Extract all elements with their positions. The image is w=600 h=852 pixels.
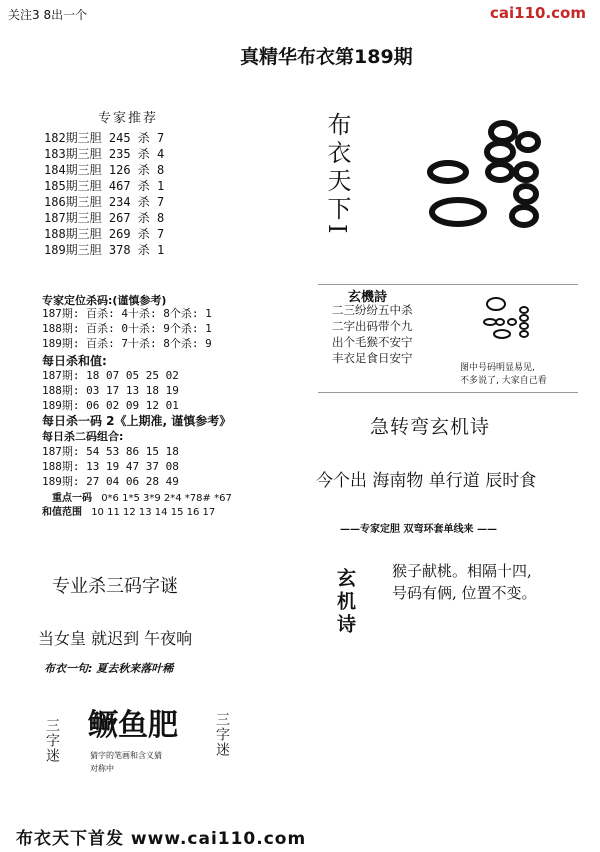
sum-range [42,503,215,518]
expert-row: 187期三胆 267 杀 8 [44,211,165,225]
expert-row: 185期三胆 467 杀 1 [44,179,165,193]
position-kill-row: 189期: 百杀: 7十杀: 8个杀: 9 [42,337,212,350]
stone-7 [516,186,536,202]
daily-sum-list [42,368,179,413]
mini-stone-6 [508,319,516,325]
sharp-turn-line: 今个出 海南物 单行道 辰时食 [316,471,537,491]
monkey-line-1: 猴子献桃。相隔十四, [392,562,532,580]
mini-stone-9 [520,331,528,337]
stone-3 [518,134,538,150]
poem-top-rule [318,284,578,285]
stone-2 [487,143,513,161]
mini-stone-4 [484,319,496,325]
sum-range-values: 10 11 12 13 14 15 16 17 [91,507,216,518]
position-kill-row: 188期: 百杀: 0十杀: 9个杀: 1 [42,322,212,335]
mini-stone-5 [496,319,504,325]
daily-sum-row: 188期: 03 17 13 18 19 [42,384,179,397]
poem-bottom-rule [318,392,578,393]
daily-pair-heading: 每日杀二码组合: [42,430,124,443]
stone-6 [516,164,536,180]
follow-note: 关注3 8出一个 [8,8,88,22]
mini-stone-2 [520,307,528,313]
mini-stone-3 [520,315,528,321]
daily-pair-row: 188期: 13 19 47 37 08 [42,460,179,473]
xuanji-line: 二三纷纷五中杀 [332,303,413,317]
expert-row: 184期三胆 126 杀 8 [44,163,165,177]
stone-8 [432,200,484,224]
key-point-values: 0*6 1*5 3*9 2*4 *78# *67 [101,493,232,504]
three-riddle-right: 三字迷 [214,712,230,757]
buyi-title: 布衣天下I [323,112,351,238]
expert-row: 182期三胆 245 杀 7 [44,131,165,145]
buyi-saying: 布衣一句: 夏去秋来落叶稀 [44,662,174,675]
expert-row: 186期三胆 234 杀 7 [44,195,165,209]
stone-1 [491,123,515,141]
sharp-turn-title: 急转弯玄机诗 [370,416,491,438]
xuanji-line: 丰衣足食日安宁 [332,351,413,365]
monkey-line-2: 号码有俩, 位置不变。 [392,584,537,602]
position-kill-row: 187期: 百杀: 4十杀: 8个杀: 1 [42,307,212,320]
xuanji-line: 二字出码带个九 [332,319,413,333]
expert-row: 189期三胆 378 杀 1 [44,243,165,257]
daily-pair-row: 189期: 27 04 06 28 49 [42,475,179,488]
stones-illustration [418,120,543,230]
mini-stone-8 [494,330,510,338]
xuanji-vertical: 玄机诗 [334,568,356,637]
expert-heading: 专家推荐 [98,111,159,126]
three-riddle-hint-1: 猜字的笔画和含义猜 [90,751,162,760]
daily-sum-row: 187期: 18 07 05 25 02 [42,369,179,382]
site-watermark: cai110.com [490,4,586,22]
xuanji-title: 玄機詩 [348,290,388,305]
expert-row: 188期三胆 269 杀 7 [44,227,165,241]
expert-banner: ——专家定胆 双弯环套单线来 —— [340,524,497,535]
three-riddle-hint-2: 对称中 [90,764,114,773]
position-kill-list [42,306,212,351]
key-point [52,489,232,504]
daily-pair-row: 187期: 54 53 86 15 18 [42,445,179,458]
three-riddle-left: 三字迷 [44,718,60,763]
expert-list [44,130,164,258]
mini-stones-illustration [478,296,548,346]
daily-one-heading: 每日杀一码 2《上期准, 谨慎参考》 [42,414,232,428]
xuanji-caption-1: 图中号码明显易见, [460,363,535,373]
stone-4 [430,163,466,181]
footer-text: 布衣天下首发 www.cai110.com [16,829,307,849]
daily-pair-list [42,444,179,489]
daily-sum-heading: 每日杀和值: [42,354,107,368]
mini-stone-1 [487,298,505,310]
daily-sum-row: 189期: 06 02 09 12 01 [42,399,179,412]
three-riddle-main: 鳜鱼肥 [88,708,178,743]
xuanji-line: 出个毛猴不安宁 [332,335,413,349]
position-kill-heading: 专家定位杀码:(谨慎参考) [42,294,167,307]
kill-three-title: 专业杀三码字谜 [52,576,178,597]
xuanji-lines [332,302,413,366]
stone-5 [488,164,512,180]
sum-range-label: 和值范围 [42,507,82,518]
key-point-label: 重点一码 [52,493,92,504]
stone-9 [512,207,536,225]
mini-stone-7 [520,323,528,329]
kill-three-riddle: 当女皇 就迟到 午夜响 [38,629,193,648]
xuanji-caption-2: 不多说了, 大家自己看 [460,376,547,386]
page-title: 真精华布衣第189期 [240,46,413,68]
expert-row: 183期三胆 235 杀 4 [44,147,165,161]
